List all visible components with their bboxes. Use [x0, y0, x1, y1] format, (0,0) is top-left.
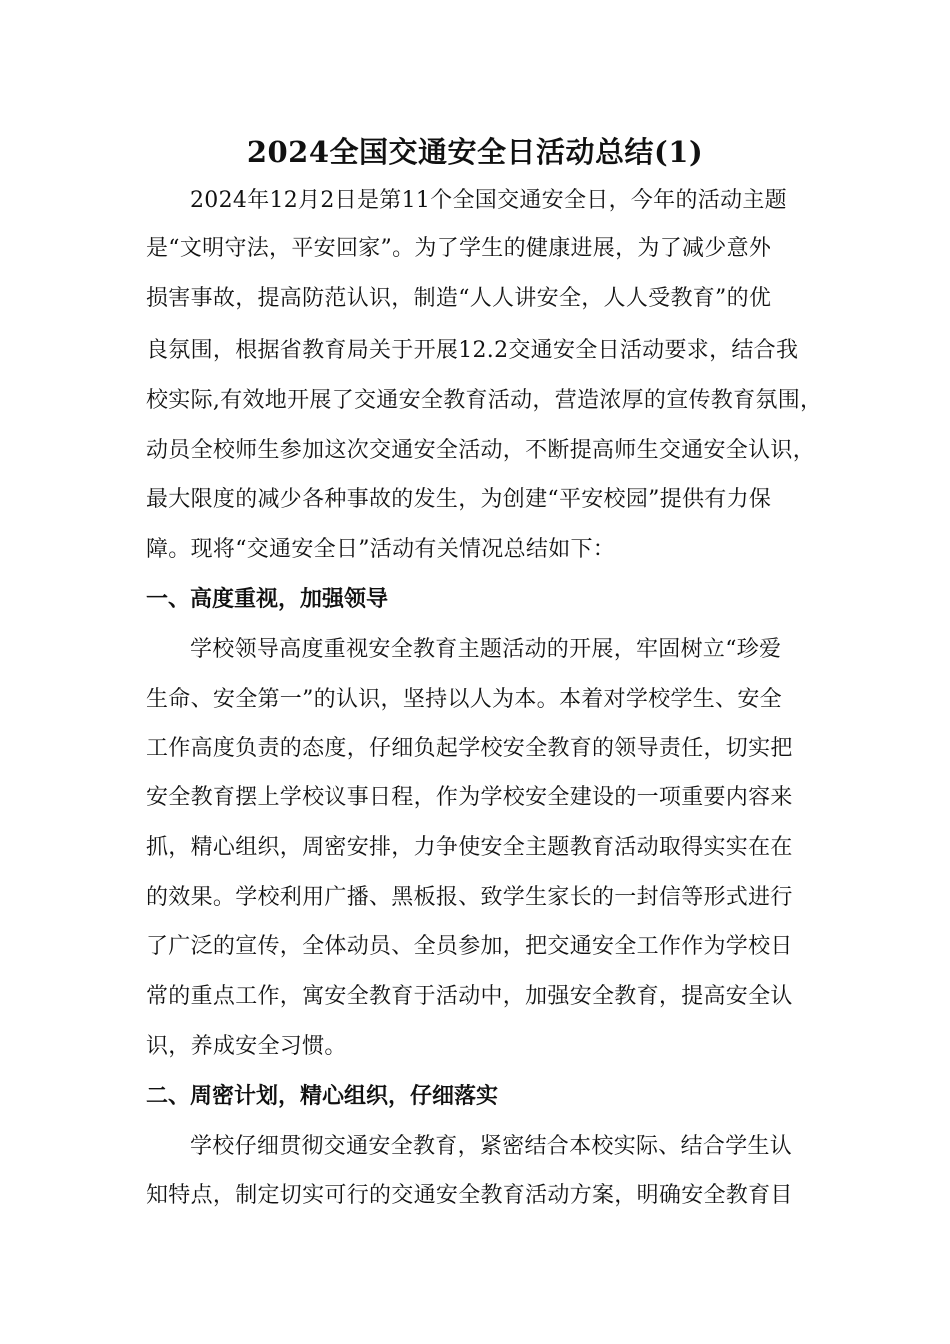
section1-line-7: 了广泛的宣传，全体动员、全员参加，把交通安全工作作为学校日 — [146, 934, 793, 959]
section1-line-5: 抓，精心组织，周密安排，力争使安全主题教育活动取得实实在在 — [146, 835, 793, 860]
section1-line-3: 工作高度负责的态度，仔细负起学校安全教育的领导责任，切实把 — [146, 736, 793, 761]
section1-line-6: 的效果。学校利用广播、黑板报、致学生家长的一封信等形式进行 — [146, 885, 793, 910]
document-title: 2024全国交通安全日活动总结(1) — [246, 135, 704, 169]
intro-line-7: 最大限度的减少各种事故的发生，为创建“平安校园”提供有力保 — [146, 487, 772, 512]
section2-line-2: 知特点，制定切实可行的交通安全教育活动方案，明确安全教育目 — [146, 1183, 793, 1208]
intro-line-3: 损害事故，提高防范认识，制造“人人讲安全，人人受教育”的优 — [146, 286, 772, 311]
intro-line-4: 良氛围，根据省教育局关于开展12.2交通安全日活动要求，结合我 — [146, 338, 799, 363]
section1-line-9: 识，养成安全习惯。 — [146, 1034, 347, 1059]
intro-line-6: 动员全校师生参加这次交通安全活动，不断提高师生交通安全认识， — [146, 438, 816, 463]
section-heading-2: 二、周密计划，精心组织，仔细落实 — [146, 1084, 499, 1109]
intro-line-1: 2024年12月2日是第11个全国交通安全日，今年的活动主题 — [190, 188, 787, 213]
intro-line-5: 校实际,有效地开展了交通安全教育活动，营造浓厚的宣传教育氛围， — [146, 388, 823, 413]
intro-line-8: 障。现将“交通安全日”活动有关情况总结如下： — [146, 537, 616, 562]
section-heading-1: 一、高度重视，加强领导 — [146, 587, 389, 612]
section1-line-1: 学校领导高度重视安全教育主题活动的开展，牢固树立“珍爱 — [190, 637, 782, 662]
section1-line-8: 常的重点工作，寓安全教育于活动中，加强安全教育，提高安全认 — [146, 984, 793, 1009]
section1-line-4: 安全教育摆上学校议事日程，作为学校安全建设的一项重要内容来 — [146, 785, 793, 810]
intro-line-2: 是“文明守法，平安回家”。为了学生的健康进展，为了减少意外 — [146, 236, 772, 261]
section2-line-1: 学校仔细贯彻交通安全教育，紧密结合本校实际、结合学生认 — [190, 1134, 793, 1159]
section1-line-2: 生命、安全第一”的认识，坚持以人为本。本着对学校学生、安全 — [146, 687, 782, 712]
